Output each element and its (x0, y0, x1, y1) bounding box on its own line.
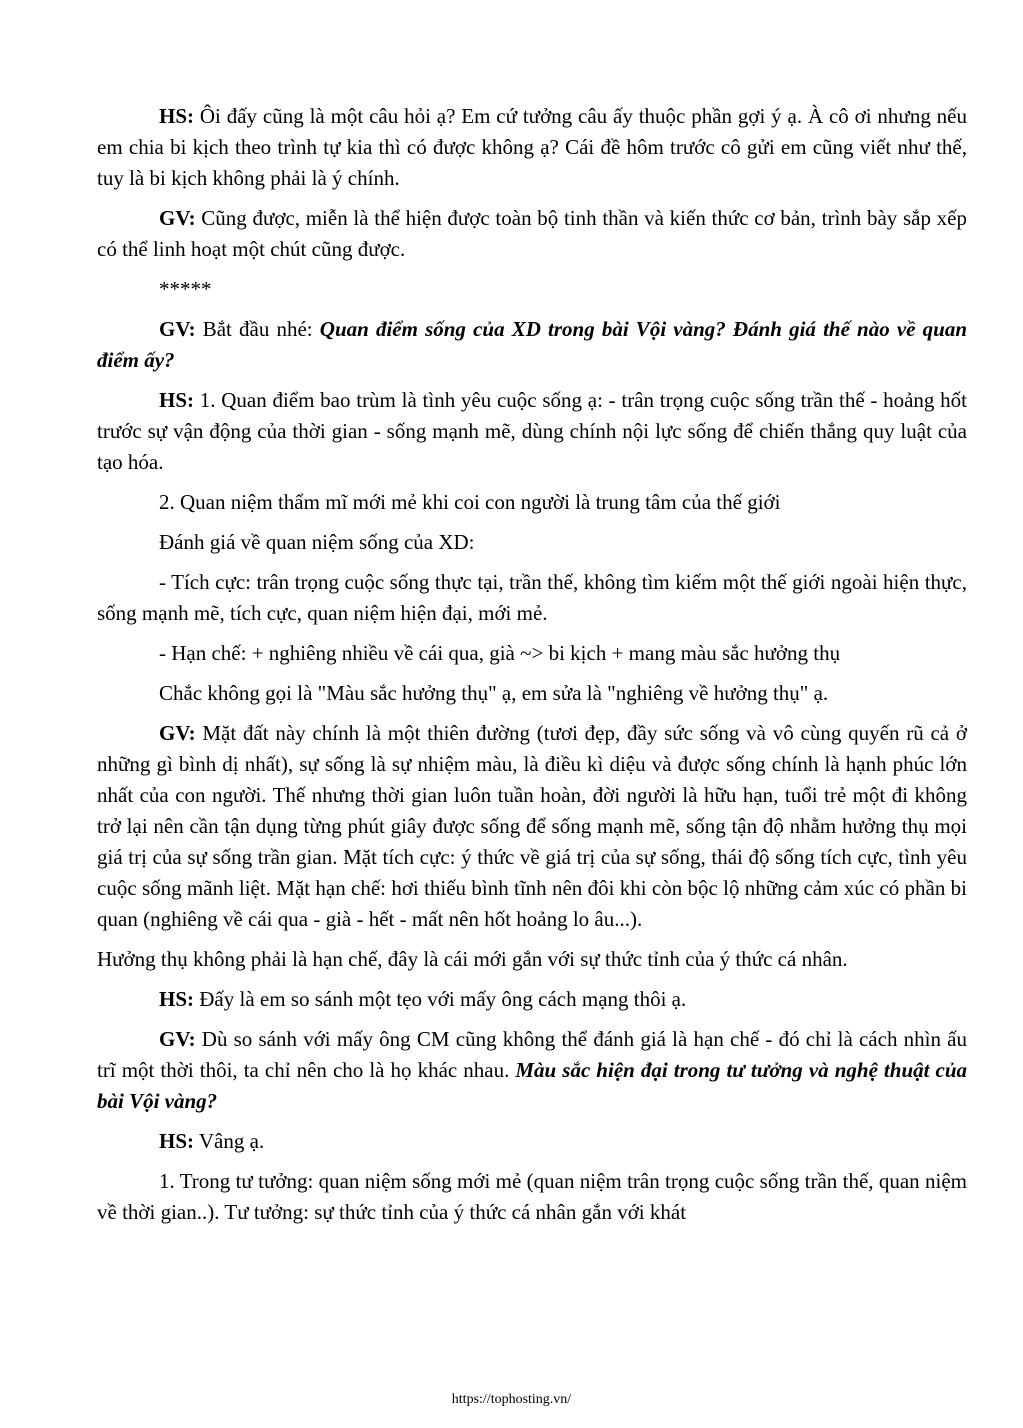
speaker-label: HS: (159, 1129, 195, 1153)
paragraph-gv-question-1 (97, 314, 967, 376)
paragraph-hs-3 (97, 984, 967, 1015)
speaker-label: GV: (159, 317, 196, 341)
paragraph-hs-1 (97, 101, 967, 194)
paragraph-text: Dù so sánh với mấy ông CM cũng không thể đánh giá là hạn chế - đó chỉ là cách nhìn ấu trĩ một thời thôi, ta chỉ nên cho là họ khác nhau. (97, 1027, 967, 1082)
question-text: Quan điểm sống của XD trong bài Vội vàng? Đánh giá thế nào về quan điểm ấy? (97, 317, 967, 372)
speaker-label: GV: (159, 721, 196, 745)
paragraph-point-1-thought: 1. Trong tư tưởng: quan niệm sống mới mẻ (quan niệm trân trọng cuộc sống trần thế, quan niệm về thời gian..). Tư tưởng: sự thức tỉnh của ý thức cá nhân gắn với khát (97, 1169, 967, 1224)
speaker-label: HS: (159, 104, 195, 128)
paragraph-correction: Chắc không gọi là "Màu sắc hưởng thụ" ạ, em sửa là "nghiêng về hưởng thụ" ạ. (159, 681, 829, 705)
paragraph-gv-question-2 (97, 1024, 967, 1117)
paragraph-text: Cũng được, miễn là thể hiện được toàn bộ tinh thần và kiến thức cơ bản, trình bày sắp xếp có thể linh hoạt một chút cũng được. (97, 206, 967, 261)
paragraph-hs-4 (97, 1126, 967, 1157)
paragraph-hs-2 (97, 385, 967, 478)
question-text: Màu sắc hiện đại trong tư tưởng và nghệ thuật của bài Vội vàng? (97, 1058, 968, 1113)
paragraph-text: 1. Quan điểm bao trùm là tình yêu cuộc sống ạ: - trân trọng cuộc sống trần thế - hoảng hốt trước sự vận động của thời gian - sống mạnh mẽ, dùng chính nội lực sống để chiến thắng quy luật của tạo hóa. (97, 388, 967, 474)
document-body (97, 101, 967, 1237)
paragraph-text: Bắt đầu nhé: (195, 317, 320, 341)
paragraph-text: Đấy là em so sánh một tẹo với mấy ông cách mạng thôi ạ. (194, 987, 687, 1011)
speaker-label: GV: (159, 1027, 196, 1051)
paragraph-text: Mặt đất này chính là một thiên đường (tươi đẹp, đầy sức sống và vô cùng quyến rũ cả ở những gì bình dị nhất), sự sống là sự nhiệm màu, là điều kì diệu và được sống chính là hạnh phúc lớn nhất của con người. Thế nhưng thời gian luôn tuần hoàn, đời người là hữu hạn, tuổi trẻ một đi không trở lại nên cần tận dụng từng phút giây được sống để sống mạnh mẽ, sống tận độ nhằm hưởng thụ mọi giá trị của sự sống trần gian. Mặt tích cực: ý thức về giá trị của sự sống, thái độ sống tích cực, tình yêu cuộc sống mãnh liệt. Mặt hạn chế: hơi thiếu bình tĩnh nên đôi khi còn bộc lộ những cảm xúc có phần bi quan (nghiêng về cái qua - già - hết - mất nên hốt hoảng lo âu...). (97, 721, 967, 931)
speaker-label: GV: (159, 206, 196, 230)
paragraph-gv-2 (97, 718, 967, 935)
speaker-label: HS: (159, 987, 195, 1011)
footer-url: https://tophosting.vn/ (451, 1392, 572, 1407)
paragraph-point-2: 2. Quan niệm thẩm mĩ mới mẻ khi coi con người là trung tâm của thế giới (159, 490, 781, 514)
paragraph-gv-1 (97, 203, 967, 265)
speaker-label: HS: (159, 388, 195, 412)
paragraph-text: Ôi đấy cũng là một câu hỏi ạ? Em cứ tưởng câu ấy thuộc phần gợi ý ạ. À cô ơi nhưng nếu em chia bi kịch theo trình tự kia thì có được không ạ? Cái đề hôm trước cô gửi em cũng viết như thế, tuy là bi kịch không phải là ý chính. (97, 104, 967, 190)
paragraph-limitation: - Hạn chế: + nghiêng nhiều về cái qua, già ~> bi kịch + mang màu sắc hưởng thụ (159, 641, 841, 665)
section-separator: ***** (159, 277, 212, 301)
paragraph-positive: - Tích cực: trân trọng cuộc sống thực tại, trần thế, không tìm kiếm một thế giới ngoài hiện thực, sống mạnh mẽ, tích cực, quan niệm hiện đại, mới mẻ. (97, 570, 967, 625)
paragraph-text: Vâng ạ. (194, 1129, 265, 1153)
paragraph-evaluation-heading: Đánh giá về quan niệm sống của XD: (159, 530, 475, 554)
paragraph-comment: Hưởng thụ không phải là hạn chế, đây là cái mới gắn với sự thức tỉnh của ý thức cá nhân. (97, 947, 848, 971)
